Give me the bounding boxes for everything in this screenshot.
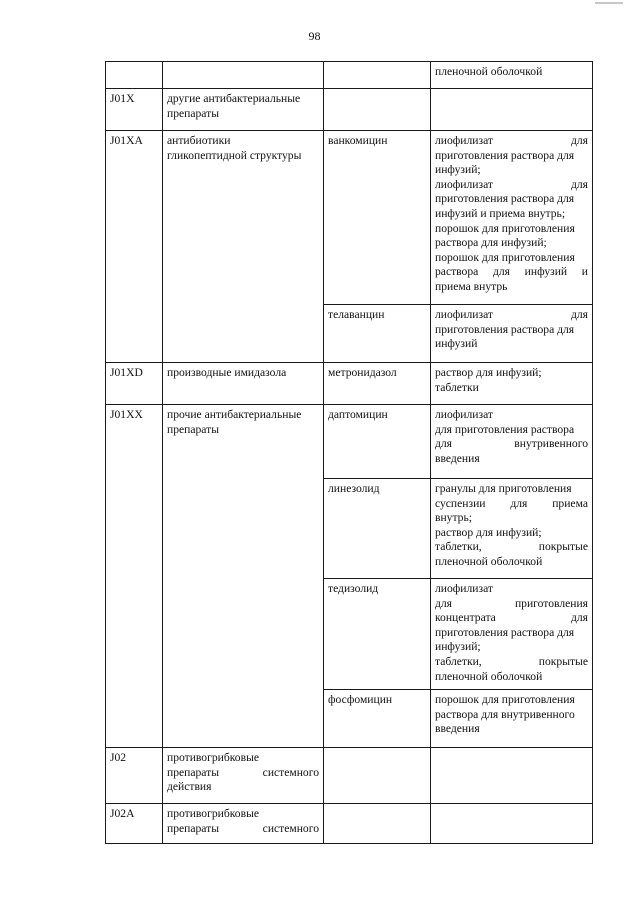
- drug-name-cell: линезолид: [324, 479, 431, 579]
- text-line: препараты системного: [167, 821, 319, 835]
- text-line: противогрибковые: [167, 807, 260, 820]
- text-line: лиофилизат: [435, 408, 493, 421]
- text-line: пленочной оболочкой: [435, 554, 543, 568]
- group-name-cell: [163, 363, 324, 405]
- table-row: [106, 804, 593, 844]
- drug-classification-table: [105, 61, 593, 844]
- text-line: лиофилизат для: [435, 134, 588, 147]
- atc-code-cell: [106, 62, 163, 89]
- text-line: для внутривенного: [435, 437, 588, 451]
- scan-edge-mark: [595, 2, 623, 4]
- text-line: порошок для приготовления: [435, 221, 575, 235]
- group-name-cell: [163, 89, 324, 131]
- text-line: гликопептидной структуры: [167, 148, 302, 162]
- text-line: концентрата для: [435, 611, 588, 625]
- text-line: производные имидазола: [167, 366, 287, 379]
- drug-name-cell: ванкомицин: [324, 131, 431, 305]
- dosage-form-cell: [431, 579, 593, 690]
- table-row: [106, 62, 593, 89]
- dosage-form-cell: [431, 89, 593, 131]
- text-line: пленочной оболочкой: [435, 669, 543, 683]
- dosage-form-cell: [431, 305, 593, 363]
- text-line: приема внутрь: [435, 279, 508, 293]
- atc-code-cell: J01XA: [106, 131, 163, 363]
- text-line: действия: [167, 780, 212, 794]
- dosage-form-cell: [431, 804, 593, 844]
- table-row: [106, 363, 593, 405]
- table-row: [106, 748, 593, 804]
- text-line: введения: [435, 722, 480, 736]
- table-row: [106, 89, 593, 131]
- text-line: препараты: [167, 106, 219, 120]
- dosage-form-cell: [431, 363, 593, 405]
- text-line: для приготовления: [435, 596, 588, 610]
- text-line: лиофилизат для: [435, 177, 588, 191]
- group-name-cell: [163, 804, 324, 844]
- text-line: раствора для внутривенного: [435, 707, 575, 721]
- atc-code-cell: J01XD: [106, 363, 163, 405]
- text-line: приготовления раствора для: [435, 322, 575, 336]
- text-line: таблетки, покрытые: [435, 540, 588, 554]
- table-row: [106, 405, 593, 479]
- text-line: раствора для инфузий;: [435, 236, 547, 250]
- text-line: раствора для инфузий и: [435, 265, 588, 279]
- text-line: введения: [435, 451, 480, 465]
- text-line: инфузий: [435, 337, 478, 351]
- text-line: противогрибковые: [167, 751, 260, 764]
- dosage-form-cell: [431, 479, 593, 579]
- text-line: лиофилизат: [435, 582, 493, 595]
- text-line: для приготовления раствора: [435, 422, 575, 436]
- text-line: внутрь;: [435, 511, 472, 525]
- text-line: препараты системного: [167, 765, 319, 779]
- text-line: порошок для приготовления: [435, 250, 575, 264]
- text-line: инфузий и приема внутрь;: [435, 206, 566, 220]
- dosage-form-cell: [431, 748, 593, 804]
- drug-name-cell: фосфомицин: [324, 690, 431, 748]
- text-line: антибиотики: [167, 134, 231, 147]
- dosage-form-cell: [431, 405, 593, 479]
- group-name-cell: [163, 62, 324, 89]
- drug-name-cell: [324, 62, 431, 89]
- table-row: [106, 131, 593, 305]
- text-line: приготовления раствора для: [435, 192, 575, 206]
- text-line: приготовления раствора для: [435, 148, 575, 162]
- text-line: таблетки: [435, 380, 479, 394]
- dosage-form-cell: [431, 62, 593, 89]
- text-line: раствор для инфузий;: [435, 525, 542, 539]
- text-line: таблетки, покрытые: [435, 654, 588, 668]
- text-line: гранулы для приготовления: [435, 482, 572, 495]
- text-line: пленочной оболочкой: [435, 65, 543, 78]
- text-line: прочие антибактериальные: [167, 408, 302, 421]
- text-line: инфузий;: [435, 163, 481, 177]
- drug-name-cell: тедизолид: [324, 579, 431, 690]
- group-name-cell: [163, 405, 324, 748]
- dosage-form-cell: [431, 690, 593, 748]
- atc-code-cell: J01XX: [106, 405, 163, 748]
- dosage-form-cell: [431, 131, 593, 305]
- text-line: раствор для инфузий;: [435, 366, 542, 379]
- group-name-cell: [163, 748, 324, 804]
- drug-name-cell: [324, 804, 431, 844]
- text-line: приготовления раствора для: [435, 625, 575, 639]
- atc-code-cell: J01X: [106, 89, 163, 131]
- drug-name-cell: даптомицин: [324, 405, 431, 479]
- text-line: суспензии для приема: [435, 496, 588, 510]
- text-line: инфузий;: [435, 640, 481, 654]
- text-line: лиофилизат для: [435, 308, 588, 321]
- text-line: порошок для приготовления: [435, 693, 575, 706]
- text-line: препараты: [167, 422, 219, 436]
- drug-name-cell: телаванцин: [324, 305, 431, 363]
- group-name-cell: [163, 131, 324, 363]
- page-number: 98: [308, 29, 321, 43]
- atc-code-cell: J02: [106, 748, 163, 804]
- drug-name-cell: метронидазол: [324, 363, 431, 405]
- text-line: другие антибактериальные: [167, 92, 301, 105]
- atc-code-cell: J02A: [106, 804, 163, 844]
- drug-name-cell: [324, 89, 431, 131]
- drug-name-cell: [324, 748, 431, 804]
